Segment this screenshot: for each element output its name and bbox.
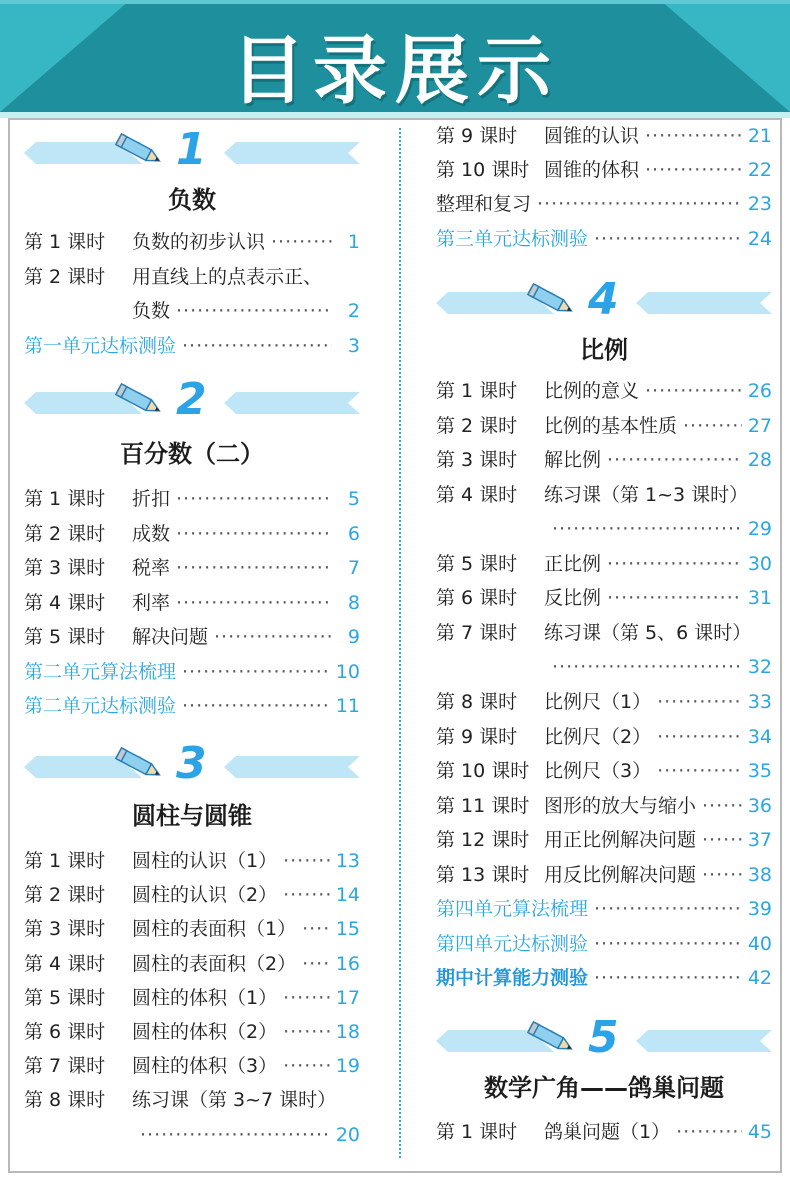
page-number: 3 bbox=[347, 334, 360, 357]
lesson-label: 第 12 课时 bbox=[436, 829, 530, 852]
lesson-label: 第 5 课时 bbox=[436, 552, 518, 575]
leader-dots bbox=[683, 411, 742, 441]
toc-entry[interactable] bbox=[24, 914, 360, 944]
toc-entry[interactable] bbox=[24, 484, 360, 514]
page-number: 34 bbox=[747, 725, 772, 748]
banner-ribbon-right bbox=[636, 292, 772, 314]
leader-dots bbox=[676, 1117, 742, 1147]
leader-dots bbox=[176, 519, 332, 549]
unit-number: 1 bbox=[176, 124, 207, 175]
toc-entry[interactable] bbox=[436, 825, 772, 855]
leader-dots bbox=[645, 155, 742, 185]
page-number: 27 bbox=[747, 414, 772, 437]
leader-dots bbox=[645, 376, 742, 406]
lesson-label: 第 3 课时 bbox=[24, 918, 106, 941]
topic-label: 正比例 bbox=[544, 552, 602, 575]
page-number: 23 bbox=[747, 193, 772, 216]
page-number: 13 bbox=[335, 850, 360, 872]
toc-entry[interactable] bbox=[24, 1051, 360, 1081]
topic-label: 用反比例解决问题 bbox=[544, 863, 697, 886]
topic-label: 用直线上的点表示正、 bbox=[132, 265, 323, 288]
unit-number: 3 bbox=[176, 738, 207, 789]
toc-entry[interactable] bbox=[436, 155, 772, 185]
toc-entry[interactable] bbox=[24, 691, 360, 721]
page-number: 36 bbox=[747, 794, 772, 817]
topic-label: 鸽巢问题（1） bbox=[544, 1121, 671, 1143]
topic-label: 税率 bbox=[132, 557, 171, 579]
leader-dots bbox=[182, 331, 332, 361]
topic-label: 解决问题 bbox=[132, 626, 209, 648]
page-number: 7 bbox=[347, 557, 360, 579]
topic-label: 整理和复习 bbox=[436, 193, 532, 216]
toc-entry[interactable] bbox=[24, 657, 360, 687]
page-number: 39 bbox=[747, 898, 772, 921]
page-number: 9 bbox=[347, 626, 360, 648]
leader-dots bbox=[283, 880, 330, 910]
leader-dots bbox=[214, 622, 332, 652]
toc-entry[interactable] bbox=[436, 791, 772, 821]
toc-entry[interactable] bbox=[24, 331, 360, 361]
leader-dots bbox=[645, 121, 742, 151]
lesson-label: 第 3 课时 bbox=[436, 449, 518, 472]
toc-entry[interactable] bbox=[436, 722, 772, 752]
topic-label: 比例尺（3） bbox=[544, 760, 652, 783]
topic-label: 利率 bbox=[132, 591, 171, 614]
leader-dots bbox=[182, 657, 330, 687]
pencil-icon bbox=[524, 1021, 578, 1055]
page-number: 24 bbox=[747, 227, 772, 250]
page-number: 38 bbox=[747, 863, 772, 886]
leader-dots bbox=[607, 445, 742, 475]
page-number: 35 bbox=[747, 760, 772, 783]
topic-label: 图形的放大与缩小 bbox=[544, 794, 697, 817]
lesson-label: 第 2 课时 bbox=[24, 884, 106, 907]
page-number: 11 bbox=[335, 695, 360, 717]
topic-label: 圆柱的表面积（2） bbox=[132, 952, 297, 975]
unit-banner-5 bbox=[436, 1012, 772, 1066]
lesson-label: 第 1 课时 bbox=[24, 488, 106, 510]
toc-entry[interactable] bbox=[24, 1017, 360, 1047]
unit-banner-3 bbox=[24, 738, 360, 792]
toc-entry[interactable] bbox=[24, 262, 360, 292]
lesson-label: 第 9 课时 bbox=[436, 125, 518, 147]
leader-dots bbox=[552, 652, 742, 682]
topic-label: 解比例 bbox=[544, 449, 602, 472]
leader-dots bbox=[607, 549, 742, 579]
leader-dots bbox=[702, 860, 742, 890]
lesson-label: 第 7 课时 bbox=[436, 621, 518, 644]
toc-entry[interactable] bbox=[24, 622, 360, 652]
topic-label: 第四单元达标测验 bbox=[436, 932, 589, 955]
topic-label: 练习课（第 3~7 课时） bbox=[132, 1089, 337, 1112]
unit-title-2: 百分数（二） bbox=[120, 440, 264, 468]
topic-label: 练习课（第 5、6 课时） bbox=[544, 621, 752, 644]
page-number: 17 bbox=[335, 986, 360, 1009]
topic-label: 比例尺（2） bbox=[544, 725, 652, 748]
page-number: 21 bbox=[747, 125, 772, 147]
toc-entry[interactable] bbox=[436, 687, 772, 717]
lesson-label: 第 6 课时 bbox=[436, 587, 518, 610]
lesson-label: 第 11 课时 bbox=[436, 794, 530, 817]
header-stripe bbox=[0, 0, 790, 4]
page-title: 目录展示 bbox=[231, 28, 559, 112]
leader-dots bbox=[283, 1017, 330, 1047]
leader-dots bbox=[657, 722, 742, 752]
toc-entry[interactable] bbox=[436, 860, 772, 890]
topic-label: 用正比例解决问题 bbox=[544, 829, 697, 852]
lesson-label bbox=[24, 296, 132, 326]
topic-label: 圆柱的认识（1） bbox=[132, 850, 278, 872]
leader-dots bbox=[302, 914, 330, 944]
unit-banner-2 bbox=[24, 374, 360, 428]
banner-ribbon-right bbox=[224, 392, 360, 414]
toc-entry[interactable] bbox=[436, 549, 772, 579]
lesson-label: 第 10 课时 bbox=[436, 760, 530, 783]
toc-entry[interactable] bbox=[436, 894, 772, 924]
pencil-icon bbox=[524, 283, 578, 317]
lesson-label: 第 2 课时 bbox=[24, 265, 106, 288]
toc-entry[interactable] bbox=[24, 519, 360, 549]
lesson-label: 第 8 课时 bbox=[24, 1089, 106, 1112]
topic-label: 反比例 bbox=[544, 587, 602, 610]
leader-dots bbox=[140, 1120, 330, 1150]
page-number: 16 bbox=[335, 952, 360, 975]
pencil-icon bbox=[112, 747, 166, 781]
leader-dots bbox=[607, 583, 742, 613]
unit-number: 2 bbox=[176, 374, 207, 425]
leader-dots bbox=[182, 691, 330, 721]
page-number: 19 bbox=[335, 1055, 360, 1078]
toc-entry[interactable] bbox=[436, 652, 772, 682]
leader-dots bbox=[283, 983, 330, 1013]
lesson-label: 第 1 课时 bbox=[24, 850, 106, 872]
topic-label: 折扣 bbox=[132, 488, 171, 510]
lesson-label: 第 8 课时 bbox=[436, 690, 518, 713]
page-number: 8 bbox=[347, 591, 360, 614]
leader-dots bbox=[176, 553, 332, 583]
topic-label: 比例的基本性质 bbox=[544, 414, 678, 437]
topic-label: 第二单元达标测验 bbox=[24, 695, 177, 717]
page-number: 37 bbox=[747, 829, 772, 852]
topic-label: 圆锥的体积 bbox=[544, 159, 640, 182]
leader-dots bbox=[594, 929, 742, 959]
unit-title-5: 数学广角——鸽巢问题 bbox=[484, 1074, 724, 1102]
leader-dots bbox=[594, 963, 742, 993]
leader-dots bbox=[283, 1051, 330, 1081]
lesson-label: 第 7 课时 bbox=[24, 1055, 106, 1078]
page-number: 30 bbox=[747, 552, 772, 575]
toc-entry[interactable] bbox=[24, 880, 360, 910]
topic-label: 圆柱的体积（1） bbox=[132, 986, 278, 1009]
toc-entry[interactable] bbox=[436, 121, 772, 151]
lesson-label: 第 4 课时 bbox=[436, 483, 518, 506]
column-divider bbox=[399, 128, 401, 1158]
leader-dots bbox=[657, 756, 742, 786]
lesson-label: 第 5 课时 bbox=[24, 986, 106, 1009]
lesson-label: 第 1 课时 bbox=[24, 231, 106, 253]
topic-label: 圆锥的认识 bbox=[544, 125, 640, 147]
page-number: 6 bbox=[347, 522, 360, 545]
leader-dots bbox=[176, 588, 332, 618]
topic-label: 圆柱的体积（2） bbox=[132, 1021, 278, 1043]
toc-entry[interactable] bbox=[436, 1117, 772, 1147]
leader-dots bbox=[657, 687, 742, 717]
lesson-label: 第 3 课时 bbox=[24, 557, 106, 579]
unit-number: 4 bbox=[588, 274, 619, 325]
topic-label: 第三单元达标测验 bbox=[436, 227, 589, 250]
page-number: 18 bbox=[335, 1021, 360, 1043]
page-number: 40 bbox=[747, 932, 772, 955]
topic-label: 圆柱的体积（3） bbox=[132, 1055, 278, 1078]
toc-entry[interactable] bbox=[436, 480, 772, 510]
toc-entry[interactable] bbox=[24, 846, 360, 876]
banner-ribbon-right bbox=[224, 142, 360, 164]
toc-entry[interactable] bbox=[436, 618, 772, 648]
lesson-label: 第 6 课时 bbox=[24, 1021, 106, 1043]
page-number: 45 bbox=[747, 1121, 772, 1143]
page-number: 14 bbox=[335, 884, 360, 907]
page-number: 20 bbox=[335, 1123, 360, 1146]
lesson-label: 第 5 课时 bbox=[24, 626, 106, 648]
topic-label: 成数 bbox=[132, 522, 171, 545]
toc-entry[interactable] bbox=[436, 514, 772, 544]
toc-entry[interactable] bbox=[436, 756, 772, 786]
toc-entry[interactable] bbox=[24, 227, 360, 257]
topic-label: 圆柱的认识（2） bbox=[132, 884, 278, 907]
page-number: 1 bbox=[347, 231, 360, 253]
leader-dots bbox=[271, 227, 332, 257]
toc-entry[interactable] bbox=[24, 296, 360, 326]
toc-entry[interactable] bbox=[436, 583, 772, 613]
leader-dots bbox=[702, 825, 742, 855]
topic-label: 比例尺（1） bbox=[544, 690, 652, 713]
toc-entry[interactable] bbox=[24, 588, 360, 618]
page-number: 31 bbox=[747, 587, 772, 610]
topic-label: 期中计算能力测验 bbox=[436, 967, 589, 990]
unit-title-4: 比例 bbox=[580, 336, 628, 364]
toc-entry[interactable] bbox=[24, 983, 360, 1013]
leader-dots bbox=[283, 846, 330, 876]
page-number: 28 bbox=[747, 449, 772, 472]
leader-dots bbox=[537, 189, 742, 219]
toc-entry[interactable] bbox=[436, 411, 772, 441]
lesson-label: 第 2 课时 bbox=[24, 522, 106, 545]
topic-label: 负数 bbox=[132, 300, 171, 322]
lesson-label: 第 9 课时 bbox=[436, 725, 518, 748]
unit-banner-1 bbox=[24, 124, 360, 178]
leader-dots bbox=[552, 514, 742, 544]
toc-entry[interactable] bbox=[436, 445, 772, 475]
topic-label: 第一单元达标测验 bbox=[24, 334, 177, 357]
topic-label: 圆柱的表面积（1） bbox=[132, 918, 297, 941]
page-number: 33 bbox=[747, 690, 772, 713]
leader-dots bbox=[176, 484, 332, 514]
topic-label: 第二单元算法梳理 bbox=[24, 660, 177, 683]
pencil-icon bbox=[112, 133, 166, 167]
page-number: 5 bbox=[347, 488, 360, 510]
lesson-label: 第 4 课时 bbox=[24, 952, 106, 975]
leader-dots bbox=[594, 894, 742, 924]
unit-title-1: 负数 bbox=[168, 186, 216, 214]
page-header bbox=[0, 0, 790, 112]
topic-label: 负数的初步认识 bbox=[132, 231, 266, 253]
leader-dots bbox=[302, 949, 330, 979]
page-number: 42 bbox=[747, 967, 772, 990]
toc-entry[interactable] bbox=[436, 189, 772, 219]
toc-entry[interactable] bbox=[24, 553, 360, 583]
page-number: 32 bbox=[747, 656, 772, 679]
page-number: 29 bbox=[747, 518, 772, 541]
unit-banner-4 bbox=[436, 274, 772, 328]
pencil-icon bbox=[112, 383, 166, 417]
banner-ribbon-right bbox=[636, 1030, 772, 1052]
toc-entry[interactable] bbox=[436, 963, 772, 993]
page-number: 22 bbox=[747, 159, 772, 182]
leader-dots bbox=[176, 296, 332, 326]
toc-entry[interactable] bbox=[24, 949, 360, 979]
page-number: 26 bbox=[747, 380, 772, 402]
leader-dots bbox=[702, 791, 742, 821]
toc-entry[interactable] bbox=[24, 1085, 360, 1115]
lesson-label: 第 2 课时 bbox=[436, 414, 518, 437]
topic-label: 第四单元算法梳理 bbox=[436, 898, 589, 921]
page-number: 10 bbox=[335, 660, 360, 683]
lesson-label: 第 10 课时 bbox=[436, 159, 530, 182]
banner-ribbon-right bbox=[224, 756, 360, 778]
lesson-label: 第 4 课时 bbox=[24, 591, 106, 614]
toc-entry[interactable] bbox=[436, 929, 772, 959]
lesson-label: 第 1 课时 bbox=[436, 380, 518, 402]
unit-title-3: 圆柱与圆锥 bbox=[132, 802, 252, 830]
lesson-label: 第 13 课时 bbox=[436, 863, 530, 886]
unit-number: 5 bbox=[588, 1012, 619, 1063]
toc-entry[interactable] bbox=[24, 1120, 360, 1150]
toc-entry[interactable] bbox=[436, 224, 772, 254]
leader-dots bbox=[594, 224, 742, 254]
topic-label: 比例的意义 bbox=[544, 380, 640, 402]
topic-label: 练习课（第 1~3 课时） bbox=[544, 483, 749, 506]
page-number: 15 bbox=[335, 918, 360, 941]
toc-entry[interactable] bbox=[436, 376, 772, 406]
lesson-label: 第 1 课时 bbox=[436, 1121, 518, 1143]
page-number: 2 bbox=[347, 300, 360, 322]
